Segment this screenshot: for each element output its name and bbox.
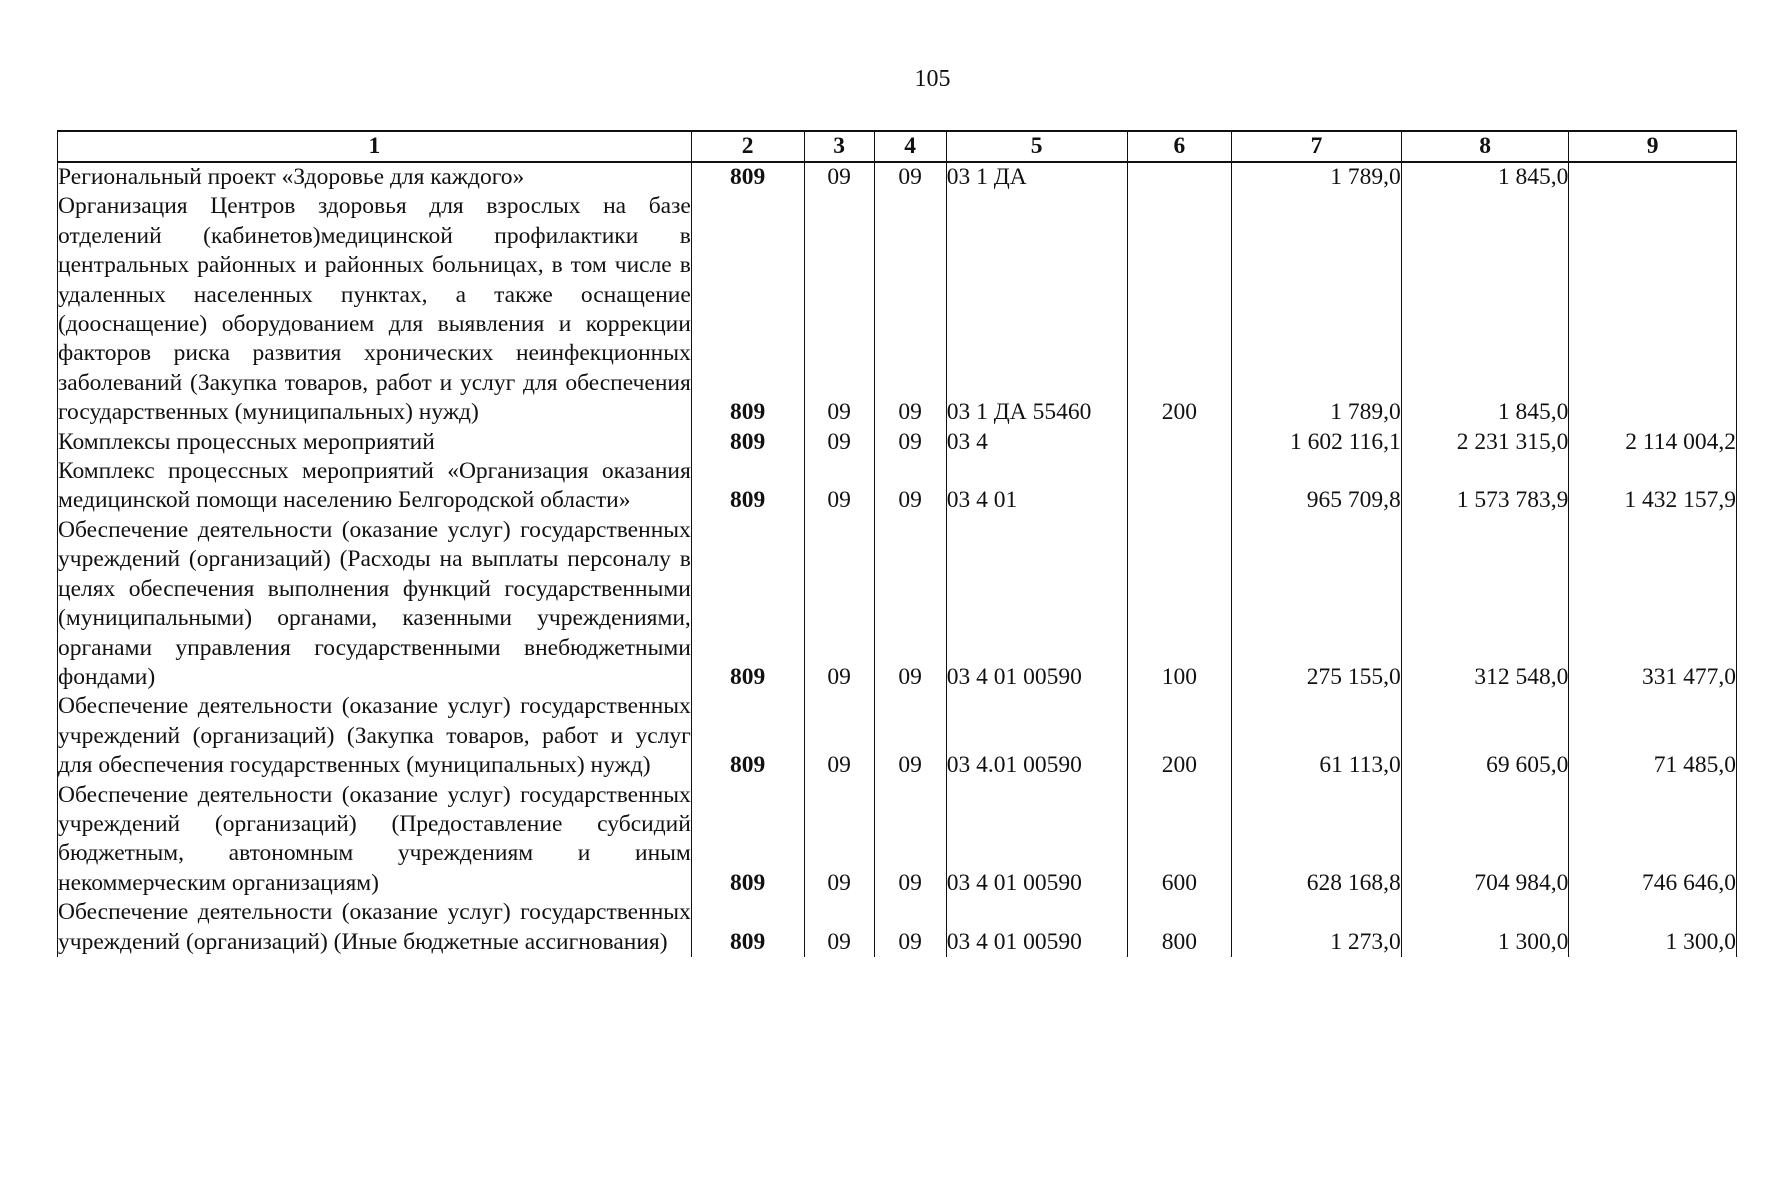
- table-row: [58, 898, 1737, 957]
- row-section: 09: [804, 192, 874, 427]
- row-subsection: 09: [874, 162, 946, 192]
- row-amount-8: 1 300,0: [1401, 898, 1569, 957]
- row-section: 09: [804, 781, 874, 899]
- row-expense-type: [1127, 162, 1232, 192]
- row-section: 09: [804, 692, 874, 780]
- row-section: 09: [804, 457, 874, 516]
- row-expense-type: 800: [1127, 898, 1232, 957]
- row-expense-type: 200: [1127, 192, 1232, 427]
- row-amount-7: 628 168,8: [1232, 781, 1402, 899]
- row-amount-9: 331 477,0: [1569, 516, 1737, 692]
- row-name: Обеспечение деятельности (оказание услуг) государственных учреждений (организаций) (Расходы на выплаты персоналу в целях обеспечения выполнения функций государственными (муниципальными) органами, казенными учреждениями, органами управления государственными внебюджетными фондами): [58, 516, 692, 692]
- row-amount-9: 746 646,0: [1569, 781, 1737, 899]
- row-amount-8: 1 573 783,9: [1401, 457, 1569, 516]
- row-amount-7: 1 789,0: [1232, 162, 1402, 192]
- page-number: 105: [914, 66, 951, 92]
- row-amount-7: 1 602 116,1: [1232, 428, 1402, 457]
- row-target-article: 03 4.01 00590: [946, 692, 1127, 780]
- row-amount-9: [1569, 192, 1737, 427]
- header-col-4: 4: [874, 131, 946, 162]
- row-ministry-code: 809: [691, 192, 804, 427]
- row-name: Региональный проект «Здоровье для каждого»: [58, 162, 692, 192]
- row-name: Обеспечение деятельности (оказание услуг) государственных учреждений (организаций) (Предоставление субсидий бюджетным, автономным учреждениям и иным некоммерческим организациям): [58, 781, 692, 899]
- table-row: [58, 692, 1737, 780]
- row-ministry-code: 809: [691, 162, 804, 192]
- row-amount-8: 704 984,0: [1401, 781, 1569, 899]
- row-amount-8: 1 845,0: [1401, 192, 1569, 427]
- row-amount-9: [1569, 162, 1737, 192]
- row-amount-7: 275 155,0: [1232, 516, 1402, 692]
- row-amount-8: 1 845,0: [1401, 162, 1569, 192]
- row-name: Комплексы процессных мероприятий: [58, 428, 692, 457]
- table-row: [58, 457, 1737, 516]
- header-col-8: 8: [1401, 131, 1569, 162]
- row-expense-type: [1127, 457, 1232, 516]
- header-col-7: 7: [1232, 131, 1402, 162]
- row-subsection: 09: [874, 457, 946, 516]
- row-ministry-code: 809: [691, 898, 804, 957]
- row-ministry-code: 809: [691, 457, 804, 516]
- row-ministry-code: 809: [691, 516, 804, 692]
- row-section: 09: [804, 162, 874, 192]
- header-col-2: 2: [691, 131, 804, 162]
- header-col-6: 6: [1127, 131, 1232, 162]
- row-amount-7: 965 709,8: [1232, 457, 1402, 516]
- row-expense-type: 200: [1127, 692, 1232, 780]
- table-row: [58, 428, 1737, 457]
- row-ministry-code: 809: [691, 692, 804, 780]
- row-name: Комплекс процессных мероприятий «Организация оказания медицинской помощи населению Белгородской области»: [58, 457, 692, 516]
- row-ministry-code: 809: [691, 781, 804, 899]
- row-expense-type: 100: [1127, 516, 1232, 692]
- table-row: [58, 162, 1737, 192]
- row-target-article: 03 4 01 00590: [946, 898, 1127, 957]
- row-ministry-code: 809: [691, 428, 804, 457]
- row-subsection: 09: [874, 692, 946, 780]
- row-amount-9: 2 114 004,2: [1569, 428, 1737, 457]
- row-subsection: 09: [874, 192, 946, 427]
- row-amount-9: 1 432 157,9: [1569, 457, 1737, 516]
- header-col-1: 1: [58, 131, 692, 162]
- row-name: Обеспечение деятельности (оказание услуг) государственных учреждений (организаций) (Иные бюджетные ассигнования): [58, 898, 692, 957]
- row-target-article: 03 4 01 00590: [946, 781, 1127, 899]
- header-row: [58, 131, 1737, 162]
- row-section: 09: [804, 428, 874, 457]
- table-row: [58, 516, 1737, 692]
- row-amount-9: 71 485,0: [1569, 692, 1737, 780]
- header-col-9: 9: [1569, 131, 1737, 162]
- row-section: 09: [804, 898, 874, 957]
- row-subsection: 09: [874, 428, 946, 457]
- row-subsection: 09: [874, 781, 946, 899]
- row-subsection: 09: [874, 516, 946, 692]
- header-col-3: 3: [804, 131, 874, 162]
- row-amount-7: 61 113,0: [1232, 692, 1402, 780]
- row-target-article: 03 4: [946, 428, 1127, 457]
- table-row: [58, 781, 1737, 899]
- row-target-article: 03 4 01: [946, 457, 1127, 516]
- row-amount-7: 1 789,0: [1232, 192, 1402, 427]
- row-target-article: 03 4 01 00590: [946, 516, 1127, 692]
- row-amount-8: 2 231 315,0: [1401, 428, 1569, 457]
- row-expense-type: [1127, 428, 1232, 457]
- header-col-5: 5: [946, 131, 1127, 162]
- row-amount-7: 1 273,0: [1232, 898, 1402, 957]
- row-name: Организация Центров здоровья для взрослых на базе отделений (кабинетов)медицинской профилактики в центральных районных и районных больницах, в том числе в удаленных населенных пунктах, а также оснащение (дооснащение) оборудованием для выявления и коррекции факторов риска развития хронических неинфекционных заболеваний (Закупка товаров, работ и услуг для обеспечения государственных (муниципальных) нужд): [58, 192, 692, 427]
- row-amount-8: 69 605,0: [1401, 692, 1569, 780]
- row-target-article: 03 1 ДА: [946, 162, 1127, 192]
- row-name: Обеспечение деятельности (оказание услуг) государственных учреждений (организаций) (Закупка товаров, работ и услуг для обеспечения государственных (муниципальных) нужд): [58, 692, 692, 780]
- row-subsection: 09: [874, 898, 946, 957]
- row-section: 09: [804, 516, 874, 692]
- row-target-article: 03 1 ДА 55460: [946, 192, 1127, 427]
- row-amount-9: 1 300,0: [1569, 898, 1737, 957]
- row-expense-type: 600: [1127, 781, 1232, 899]
- budget-table: [57, 130, 1737, 957]
- row-amount-8: 312 548,0: [1401, 516, 1569, 692]
- table-row: [58, 192, 1737, 427]
